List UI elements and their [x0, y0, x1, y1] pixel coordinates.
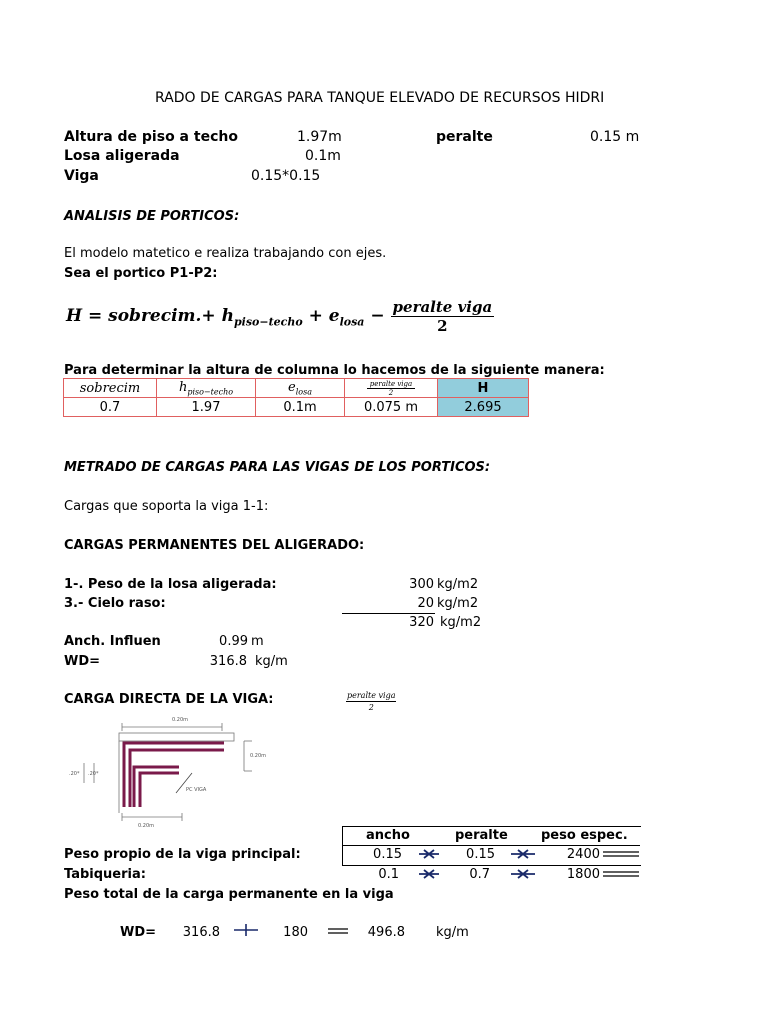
anch-unit: m [251, 634, 264, 649]
beam-header-peralte: peralte [455, 828, 508, 843]
multiply-icon [418, 869, 440, 879]
small-fraction: peralte viga 2 [347, 691, 396, 712]
beam-header-ancho: ancho [366, 828, 410, 843]
cielo-raso-value: 20 [417, 596, 434, 611]
beam-row2-label: Tabiqueria: [64, 867, 146, 882]
final-a: 316.8 [182, 925, 220, 940]
value-e-losa: 0.1m [256, 398, 345, 417]
diagram-dim-bottom: 0.20m [138, 823, 155, 829]
beam-row2-peralte: 0.7 [469, 867, 490, 882]
analisis-heading: ANALISIS DE PORTICOS: [64, 209, 240, 224]
height-table [63, 378, 529, 417]
modelo-text: El modelo matetico e realiza trabajando con ejes. [64, 246, 387, 261]
beam-row1-peralte: 0.15 [466, 847, 495, 862]
diagram-label: PC VIGA [186, 787, 207, 793]
beam-row1-ancho: 0.15 [373, 847, 402, 862]
multiply-icon [510, 849, 536, 859]
formula-lhs: H = sobrecim.+ h [66, 306, 234, 326]
final-result: 496.8 [367, 925, 405, 940]
header-peralte-viga: peralte viga 2 [345, 379, 438, 398]
diagram-dim-top: 0.20m [172, 717, 189, 723]
beam-row2-ancho: 0.1 [378, 867, 399, 882]
wd-unit: kg/m [255, 654, 288, 669]
cargas-soporta-text: Cargas que soporta la viga 1-1: [64, 499, 269, 514]
metrado-heading: METRADO DE CARGAS PARA LAS VIGAS DE LOS PORTICOS: [64, 460, 491, 475]
diagram-dim-left2: .20* [88, 771, 99, 777]
formula [66, 298, 494, 335]
permanentes-heading: CARGAS PERMANENTES DEL ALIGERADO: [64, 538, 365, 553]
viga-value: 0.15*0.15 [251, 168, 321, 184]
final-unit: kg/m [436, 925, 469, 940]
beam-row1-peso: 2400 [566, 847, 600, 862]
equals-icon [603, 850, 639, 858]
formula-den: 2 [437, 317, 448, 335]
header-e-losa: $e_{losa}$ [256, 379, 345, 398]
cielo-raso-unit: kg/m2 [437, 596, 479, 611]
losa-value: 0.1m [305, 148, 341, 164]
altura-value: 1.97m [297, 129, 342, 145]
final-wd-label: WD= [120, 925, 157, 940]
peso-losa-unit: kg/m2 [437, 577, 479, 592]
multiply-icon [418, 849, 440, 859]
diagram-dim-right: 0.20m [250, 753, 267, 759]
equals-icon [328, 927, 348, 935]
page-title: RADO DE CARGAS PARA TANQUE ELEVADO DE RECURSOS HIDRI [155, 90, 605, 106]
losa-label: Losa aligerada [64, 148, 180, 164]
altura-label: Altura de piso a techo [64, 129, 238, 145]
beam-section-diagram [64, 713, 274, 829]
multiply-icon [510, 869, 536, 879]
value-h: 2.695 [438, 398, 529, 417]
value-h-piso-techo: 1.97 [157, 398, 256, 417]
wd-value: 316.8 [209, 654, 247, 669]
portico-text: Sea el portico P1-P2: [64, 266, 218, 281]
formula-sub2: losa [339, 315, 365, 329]
peso-losa-value: 300 [409, 577, 434, 592]
sum-unit: kg/m2 [440, 615, 482, 630]
carga-directa-heading: CARGA DIRECTA DE LA VIGA: [64, 692, 274, 707]
diagram-dim-left: .20* [69, 771, 80, 777]
peralte-label: peralte [436, 129, 493, 145]
header-h: H [438, 379, 529, 398]
beam-table-header-line [342, 845, 640, 846]
formula-mid: + e [302, 306, 340, 326]
plus-icon [234, 923, 258, 937]
determinar-text: Para determinar la altura de columna lo hacemos de la siguiente manera: [64, 363, 605, 378]
sum-line [342, 613, 435, 614]
beam-row2-peso: 1800 [566, 867, 600, 882]
anch-label: Anch. Influen [64, 634, 161, 649]
header-h-piso-techo: $h_{piso-techo}$ [157, 379, 256, 398]
sum-value: 320 [409, 615, 434, 630]
final-b: 180 [283, 925, 308, 940]
peso-total-text: Peso total de la carga permanente en la viga [64, 887, 394, 902]
header-sobrecim: sobrecim [64, 379, 157, 398]
formula-sub1: piso−techo [233, 315, 303, 329]
value-sobrecim: 0.7 [64, 398, 157, 417]
formula-minus: − [364, 306, 385, 326]
peralte-value: 0.15 m [590, 129, 640, 145]
beam-header-peso: peso espec. [541, 828, 628, 843]
viga-label: Viga [64, 168, 99, 184]
formula-num: peralte viga [392, 298, 493, 316]
anch-value: 0.99 [219, 634, 248, 649]
peso-losa-label: 1-. Peso de la losa aligerada: [64, 577, 277, 592]
equals-icon [603, 870, 639, 878]
cielo-raso-label: 3.- Cielo raso: [64, 596, 166, 611]
wd-label: WD= [64, 654, 101, 669]
formula-fraction [391, 298, 495, 335]
value-peralte-viga: 0.075 m [345, 398, 438, 417]
beam-row1-label: Peso propio de la viga principal: [64, 847, 301, 862]
